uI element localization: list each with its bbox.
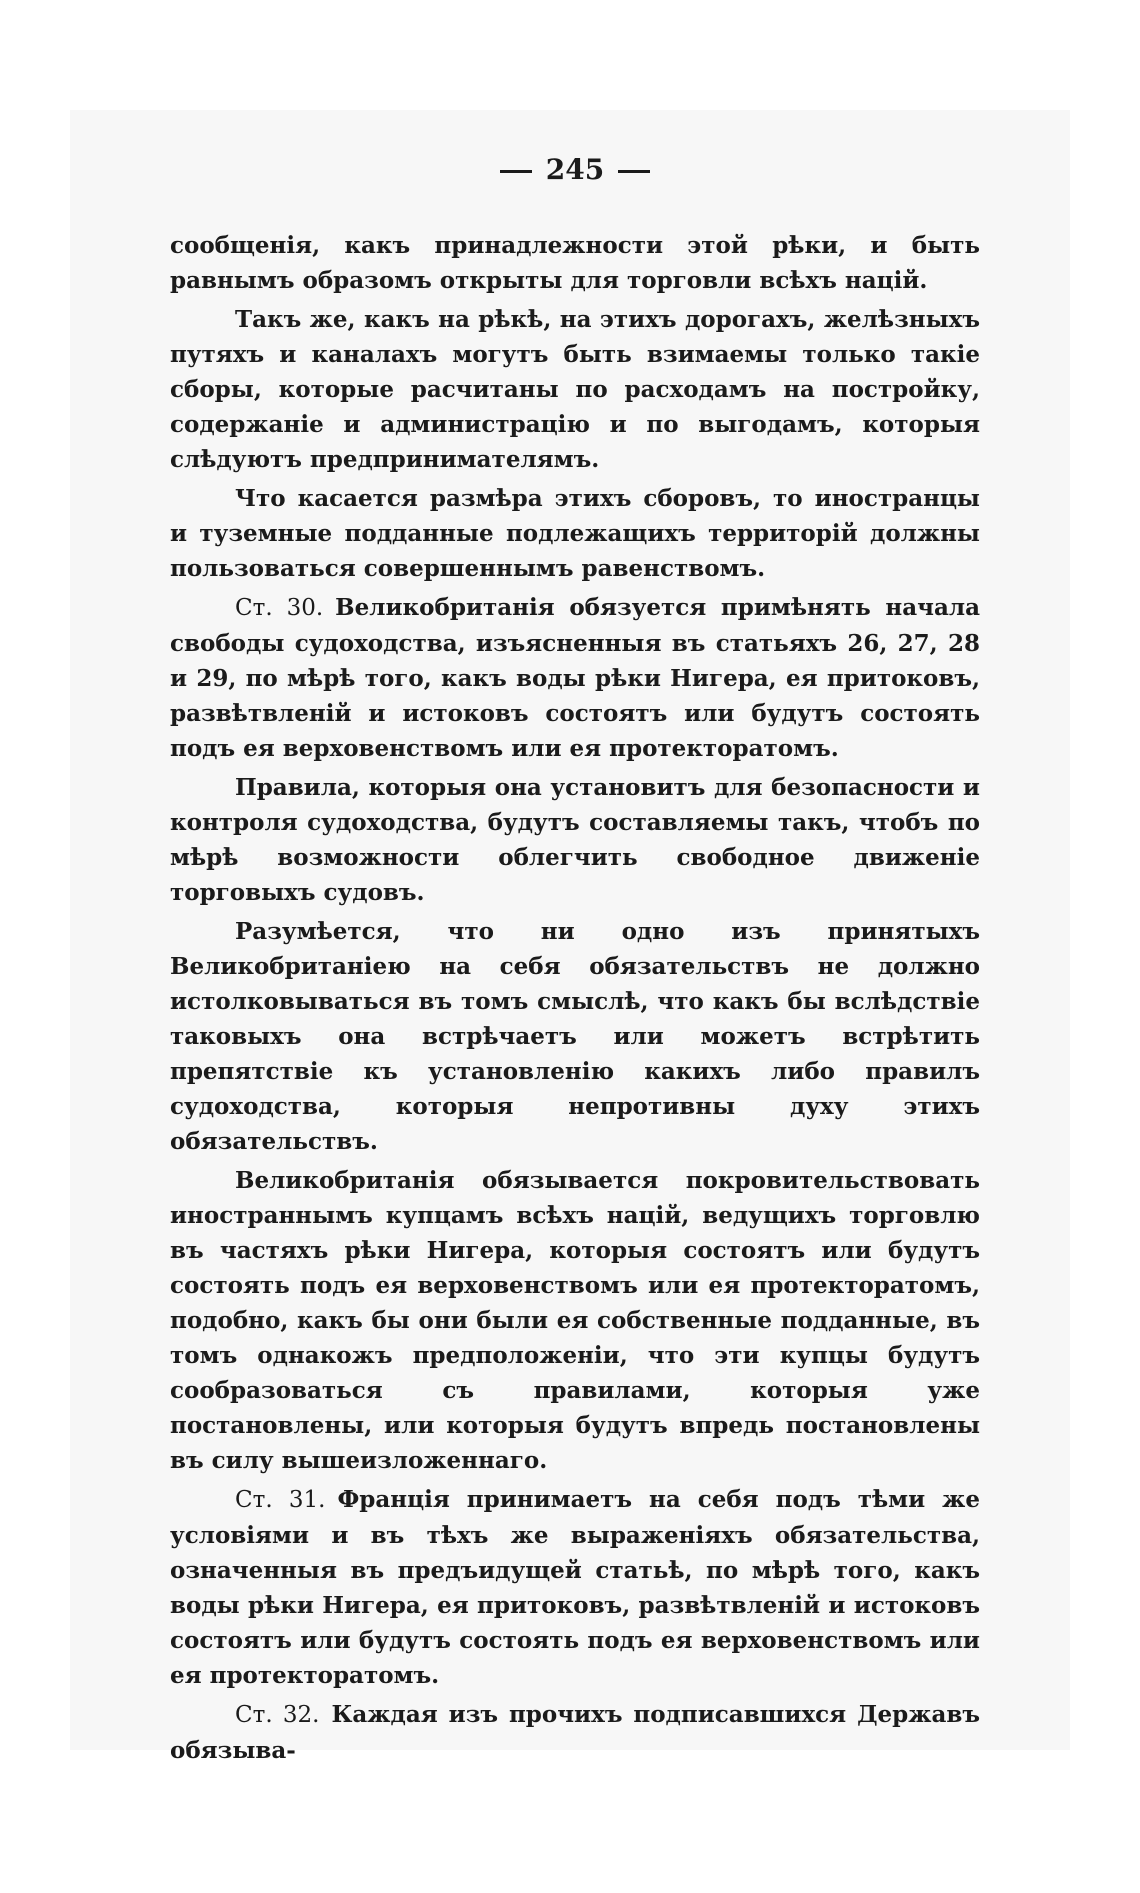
left-dash bbox=[500, 170, 532, 173]
page-number: 245 bbox=[545, 153, 605, 186]
page-number-header bbox=[170, 150, 980, 190]
article-31-paragraph bbox=[170, 1482, 980, 1693]
paragraph-text: Правила, которыя она установитъ для безопасности и контроля судоходства, будутъ составляемы такъ, чтобъ по мѣрѣ возможности облегчить свободное движеніе торговыхъ судовъ. bbox=[170, 774, 980, 906]
document-page bbox=[170, 150, 980, 1772]
paragraph-text: Франція принимаетъ на себя подъ тѣми же условіями и въ тѣхъ же выраженіяхъ обязательства, означенныя въ предъидущей статьѣ, по мѣрѣ того, какъ воды рѣки Нигера, ея притоковъ, развѣтвленій и истоковъ состоятъ или будутъ состоять подъ ея верховенствомъ или ея протекторатомъ. bbox=[170, 1486, 980, 1689]
article-label: Ст. 31. bbox=[235, 1487, 326, 1513]
paragraph-2 bbox=[170, 302, 980, 477]
paragraph-3 bbox=[170, 481, 980, 586]
paragraph-text: Такъ же, какъ на рѣкѣ, на этихъ дорогахъ, желѣзныхъ путяхъ и каналахъ могутъ быть взимаемы только такіе сборы, которые расчитаны по расходамъ на постройку, содержаніе и администрацію и по выгодамъ, которыя слѣдуютъ предпринимателямъ. bbox=[170, 306, 980, 473]
article-30-paragraph bbox=[170, 590, 980, 766]
article-label: Ст. 32. bbox=[235, 1702, 320, 1728]
paragraph-text: Великобританія обязуется примѣнять начала свободы судоходства, изъясненныя въ статьяхъ 26, 27, 28 и 29, по мѣрѣ того, какъ воды рѣки Нигера, ея притоковъ, развѣтвленій и истоковъ состоятъ или будутъ состоять подъ ея верховенствомъ или ея протекторатомъ. bbox=[170, 594, 980, 762]
paragraph-7 bbox=[170, 1163, 980, 1478]
paragraph-1 bbox=[170, 228, 980, 298]
article-32-paragraph bbox=[170, 1697, 980, 1768]
paragraph-6 bbox=[170, 914, 980, 1159]
paragraph-text: сообщенія, какъ принадлежности этой рѣки, и быть равнымъ образомъ открыты для торговли всѣхъ націй. bbox=[170, 232, 980, 294]
article-label: Ст. 30. bbox=[235, 595, 324, 621]
paragraph-text: Что касается размѣра этихъ сборовъ, то иностранцы и туземные подданные подлежащихъ территорій должны пользоваться совершеннымъ равенствомъ. bbox=[170, 485, 980, 582]
paragraph-text: Великобританія обязывается покровительствовать иностраннымъ купцамъ всѣхъ націй, ведущихъ торговлю въ частяхъ рѣки Нигера, которыя состоятъ или будутъ состоять подъ ея верховенствомъ или ея протекторатомъ, подобно, какъ бы они были ея собственные подданные, въ томъ однакожъ предположеніи, что эти купцы будутъ сообразоваться съ правилами, которыя уже постановлены, или которыя будутъ впредь постановлены въ силу вышеизложеннаго. bbox=[170, 1167, 980, 1474]
paragraph-5 bbox=[170, 770, 980, 910]
right-dash bbox=[618, 170, 650, 173]
paragraph-text: Разумѣется, что ни одно изъ принятыхъ Великобританіею на себя обязательствъ не должно истолковываться въ томъ смыслѣ, что какъ бы вслѣдствіе таковыхъ она встрѣчаетъ или можетъ встрѣтить препятствіе къ установленію какихъ либо правилъ судоходства, которыя непротивны духу этихъ обязательствъ. bbox=[170, 918, 980, 1155]
paragraph-text: Каждая изъ прочихъ подписавшихся Державъ обязыва- bbox=[170, 1701, 980, 1764]
